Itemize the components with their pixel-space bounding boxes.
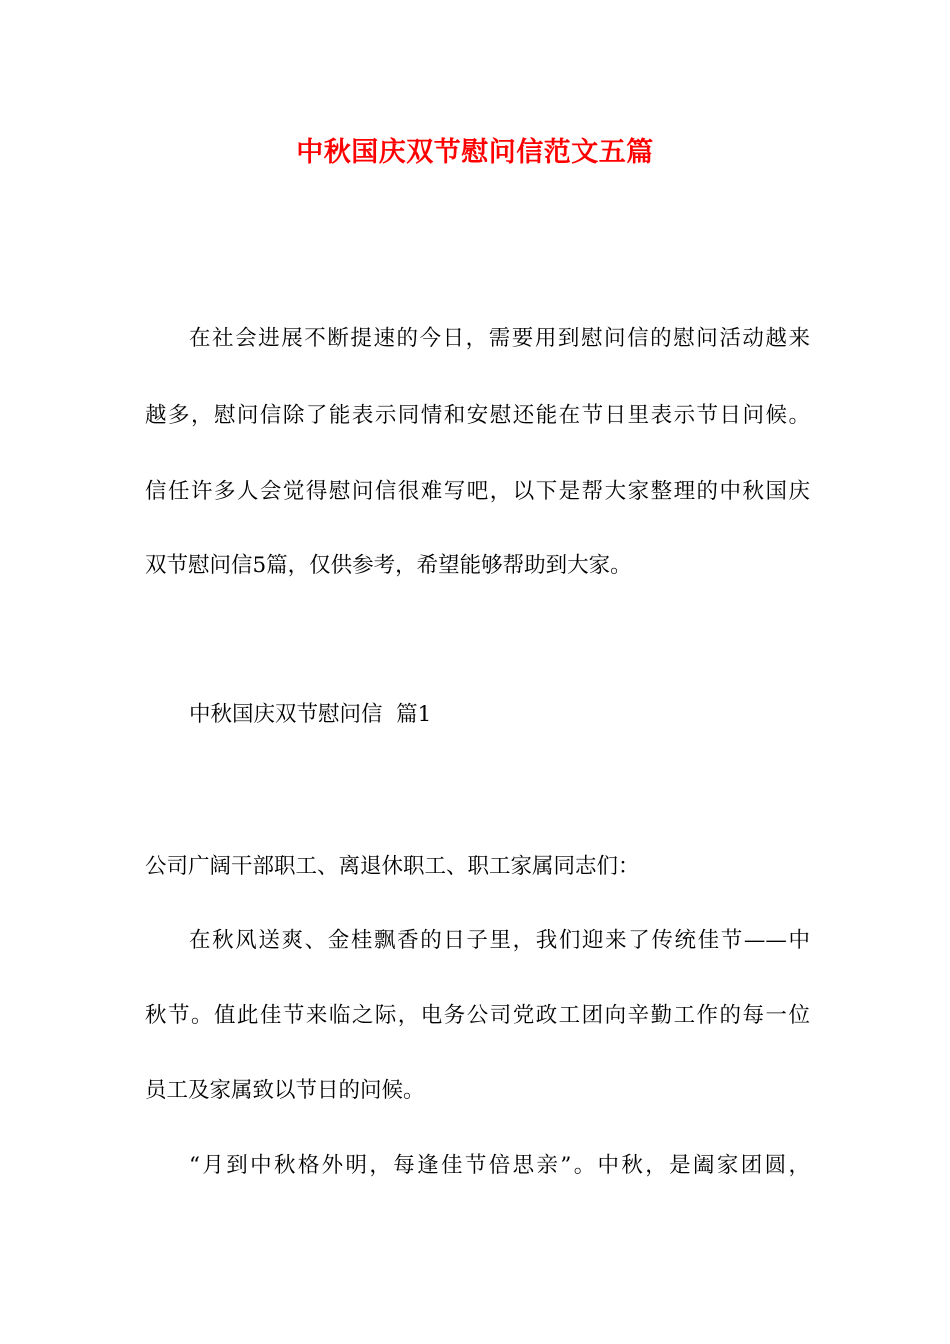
intro-line-2: 越多，慰问信除了能表示同情和安慰还能在节日里表示节日问候。 — [145, 403, 810, 428]
section-heading: 中秋国庆双节慰问信 篇1 — [189, 702, 432, 727]
intro-line-3: 信任许多人会觉得慰问信很难写吧，以下是帮大家整理的中秋国庆 — [145, 479, 810, 504]
body-line-4: “月到中秋格外明，每逢佳节倍思亲”。中秋，是阖家团圆， — [189, 1153, 810, 1178]
body-line-2: 秋节。值此佳节来临之际，电务公司党政工团向辛勤工作的每一位 — [145, 1003, 810, 1028]
body-line-1: 在秋风送爽、金桂飘香的日子里，我们迎来了传统佳节——中 — [189, 928, 810, 953]
intro-line-4: 双节慰问信5篇，仅供参考，希望能够帮助到大家。 — [145, 553, 632, 578]
document-title: 中秋国庆双节慰问信范文五篇 — [296, 137, 654, 168]
intro-line-1: 在社会进展不断提速的今日，需要用到慰问信的慰问活动越来 — [189, 326, 810, 351]
letter-salutation: 公司广阔干部职工、离退休职工、职工家属同志们： — [145, 854, 640, 879]
body-line-3: 员工及家属致以节日的问候。 — [145, 1078, 425, 1103]
